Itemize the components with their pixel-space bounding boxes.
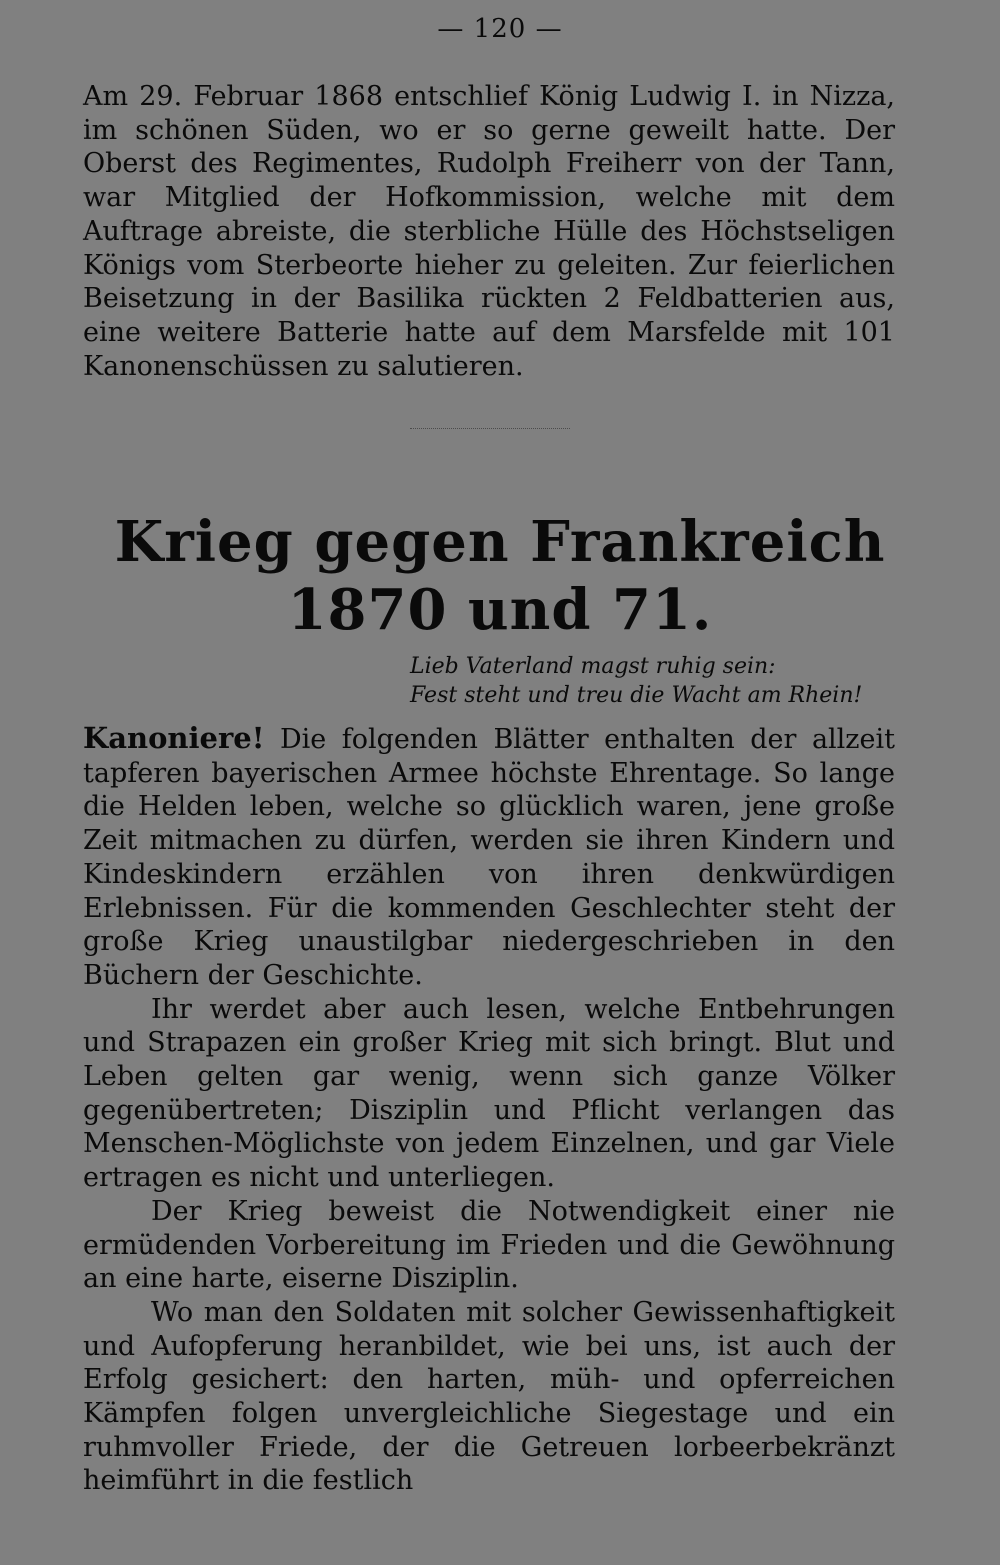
- motto-line-2: Fest steht und treu die Wacht am Rhein!: [410, 683, 863, 708]
- page-number: — 120 —: [437, 14, 563, 44]
- body-text: [83, 722, 895, 1498]
- paragraph-death-of-king-ludwig: Am 29. Februar 1868 entschlief König Ludwig I. in Nizza, im schönen Süden, wo er so gerne geweilt hatte. Der Oberst des Regimentes, Rudolph Freiherr von der Tann, war Mitglied der Hofkommission, welche mit dem Auftrage abreiste, die sterbliche Hülle des Höchstseligen Königs vom Sterbeorte hieher zu geleiten. Zur feierlichen Beisetzung in der Basilika rückten 2 Feldbatterien aus, eine weitere Batterie hatte auf dem Marsfelde mit 101 Kanonenschüssen zu salutieren.: [83, 81, 895, 382]
- intro-paragraph: [83, 80, 895, 383]
- motto-line-1: Lieb Vaterland magst ruhig sein:: [410, 654, 776, 679]
- section-title: [0, 508, 1000, 644]
- paragraph-honor-days: [83, 722, 895, 993]
- paragraph-success: Wo man den Soldaten mit solcher Gewissenhaftigkeit und Aufopferung heranbildet, wie bei uns, ist auch der Erfolg gesichert: den harten, müh- und opferreichen Kämpfen folgen unvergleichliche Siegestage und ein ruhmvoller Friede, der die Getreuen lorbeerbekränzt heimführt in die festlich: [83, 1296, 895, 1497]
- section-title-line-1: Krieg gegen Frankreich: [114, 509, 886, 575]
- paragraph-preparation: Der Krieg beweist die Notwendigkeit einer nie ermüdenden Vorbereitung im Frieden und die Gewöhnung an eine harte, eiserne Disziplin.: [83, 1195, 895, 1295]
- paragraph-hardships: Ihr werdet aber auch lesen, welche Entbehrungen und Strapazen ein großer Krieg mit sich bringt. Blut und Leben gelten gar wenig, wenn sich ganze Völker gegenübertreten; Disziplin und Pflicht verlangen das Menschen-Möglichste von jedem Einzelnen, und gar Viele ertragen es nicht und unterliegen.: [83, 993, 895, 1194]
- section-title-line-2: 1870 und 71.: [287, 577, 713, 643]
- section-divider: [410, 428, 570, 429]
- motto: [410, 652, 900, 710]
- paragraph-honor-days-text: Die folgenden Blätter enthalten der allzeit tapferen bayerischen Armee höchste Ehrentage. So lange die Helden leben, welche so glücklich waren, jene große Zeit mitmachen zu dürfen, werden sie ihren Kindern und Kindeskindern erzählen von ihren denkwürdigen Erlebnissen. Für die kommenden Geschlechter steht der große Krieg unaustilgbar niedergeschrieben in den Büchern der Geschichte.: [83, 724, 895, 991]
- lead-word: Kanoniere!: [83, 721, 265, 755]
